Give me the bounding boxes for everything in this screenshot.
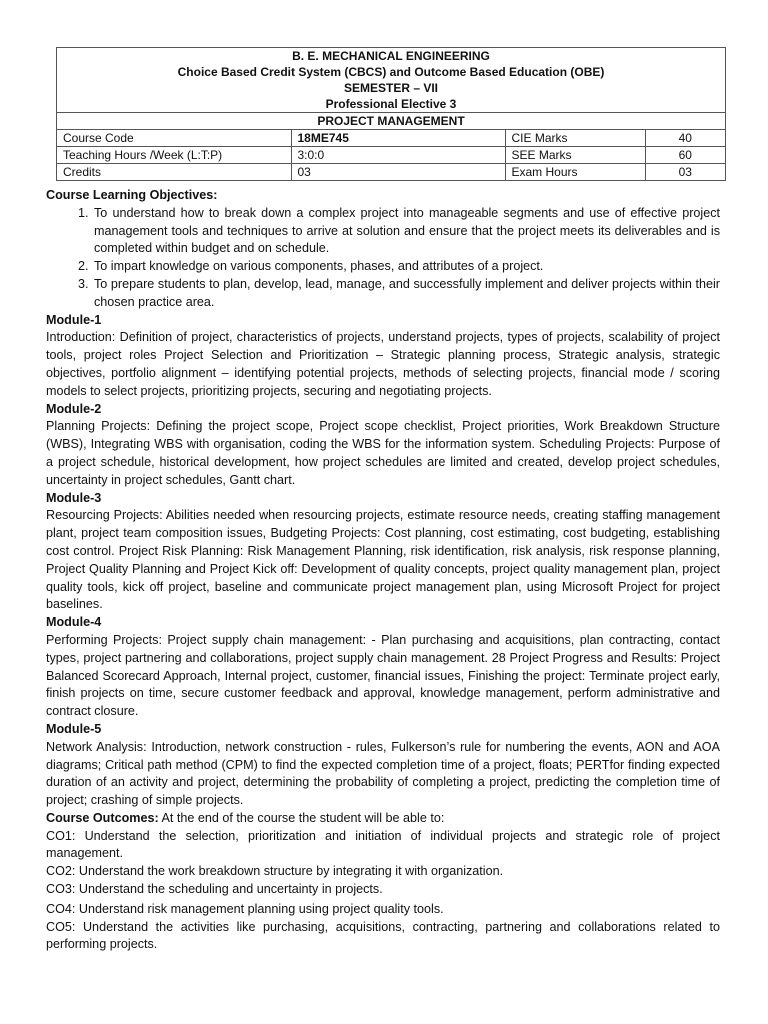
meta-label: SEE Marks <box>505 147 645 164</box>
meta-value: 03 <box>291 164 505 181</box>
semester-title: SEMESTER – VII <box>343 81 439 95</box>
module-heading: Module-1 <box>46 312 102 327</box>
course-meta-table <box>57 129 725 180</box>
module-heading: Module-4 <box>46 615 102 630</box>
course-header-box <box>56 47 726 181</box>
outcomes-intro-line <box>46 810 720 828</box>
objectives-heading: Course Learning Objectives: <box>46 188 218 202</box>
meta-value: 18ME745 <box>291 130 505 147</box>
table-row <box>57 164 725 181</box>
module-text: Network Analysis: Introduction, network construction - rules, Fulkerson’s rule for numbering the events, AON and AOA diagrams; Critical path method (CPM) to find the expected completion time of a project, floats; PERTfor finding expected duration of an activity and project, determining the probability of completing a project, predicting the completion time of project; crashing of simple projects. <box>46 739 720 808</box>
outcomes-heading: Course Outcomes: <box>46 810 159 825</box>
list-item: 3. To prepare students to plan, develop, lead, manage, and successfully implement and deliver projects within their chosen practice area. <box>92 276 720 312</box>
syllabus-body <box>46 187 720 954</box>
meta-label: Course Code <box>57 130 291 147</box>
objectives-list <box>46 205 720 312</box>
module-heading: Module-5 <box>46 721 102 736</box>
meta-label: Teaching Hours /Week (L:T:P) <box>57 147 291 164</box>
module-text: Performing Projects: Project supply chain management: - Plan purchasing and acquisitions, plan contracting, contact types, project partnering and collaborations, project supply chain management. 28 Project Progress and Results: Project Balanced Scorecard Approach, Internal project, customer, financial issues, Finishing the project: Terminate project early, finish projects on time, secure customer feedback and approval, knowledge management, perform administrative and contract closure. <box>46 632 720 719</box>
outcome-item: CO4: Understand risk management planning using project quality tools. <box>46 901 444 916</box>
meta-value: 03 <box>645 164 725 181</box>
meta-label: Credits <box>57 164 291 181</box>
outcomes-intro: At the end of the course the student will be able to: <box>158 810 445 825</box>
list-item: 2. To impart knowledge on various components, phases, and attributes of a project. <box>92 258 720 276</box>
program-title: B. E. MECHANICAL ENGINEERING <box>292 49 490 63</box>
module-text: Planning Projects: Defining the project scope, Project scope checklist, Project priorities, Work Breakdown Structure (WBS), Integrating WBS with organisation, coding the WBS for the information system. Scheduling Projects: Purpose of a project schedule, historical development, how project schedules are limited and created, develop project schedules, uncertainty in project schedules, Gantt chart. <box>46 419 720 487</box>
module-heading: Module-2 <box>46 401 102 416</box>
module-heading: Module-3 <box>46 490 102 505</box>
table-row <box>57 130 725 147</box>
elective-title: Professional Elective 3 <box>325 97 457 111</box>
meta-value: 60 <box>645 147 725 164</box>
outcome-item: CO2: Understand the work breakdown structure by integrating it with organization. <box>46 864 504 879</box>
table-row <box>57 147 725 164</box>
module-text: Introduction: Definition of project, characteristics of projects, understand projects, types of projects, scalability of project tools, project roles Project Selection and Prioritization – Strategic planning process, Strategic analysis, strategic objectives, portfolio alignment – identifying potential projects, methods of selecting projects, financial mode / scoring models to select projects, prioritizing projects, securing and negotiating projects. <box>46 330 720 398</box>
outcome-item: CO3: Understand the scheduling and uncertainty in projects. <box>46 882 383 897</box>
scheme-title: Choice Based Credit System (CBCS) and Outcome Based Education (OBE) <box>177 65 605 79</box>
meta-label: CIE Marks <box>505 130 645 147</box>
meta-value: 3:0:0 <box>291 147 505 164</box>
list-item: 1. To understand how to break down a complex project into manageable segments and use of effective project management tools and techniques to arrive at solution and ensure that the project meets its deliverables and is completed within budget and on schedule. <box>92 205 720 258</box>
outcome-item: CO1: Understand the selection, prioritization and initiation of individual projects and strategic role of project management. <box>46 828 720 861</box>
outcome-item: CO5: Understand the activities like purchasing, acquisitions, contracting, partnering and collaborations related to performing projects. <box>46 919 720 952</box>
course-title: PROJECT MANAGEMENT <box>57 112 725 129</box>
module-text: Resourcing Projects: Abilities needed when resourcing projects, estimate resource needs, creating staffing management plant, project team composition issues, Budgeting Projects: Cost planning, cost estimating, cost budgeting, establishing cost control. Project Risk Planning: Risk Management Planning, risk identification, risk analysis, risk response planning, Project Quality Planning and Project Kick off: Development of quality concepts, project quality management plan, project quality tools, kick off project, baseline and communicate project management plan, using Microsoft Project for project baselines. <box>46 508 720 612</box>
meta-label: Exam Hours <box>505 164 645 181</box>
meta-value: 40 <box>645 130 725 147</box>
